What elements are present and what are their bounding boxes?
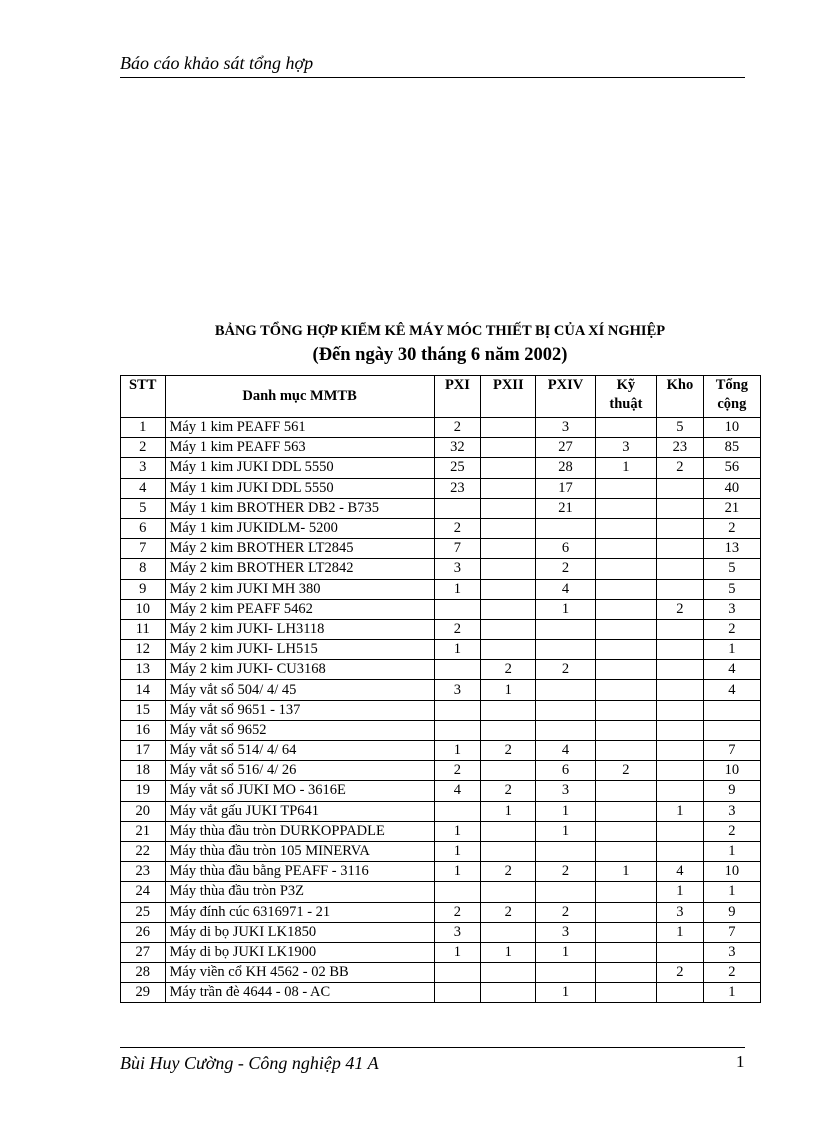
cell-tong-cong: 1 (703, 640, 760, 660)
cell-ky-thuat (595, 559, 656, 579)
cell-tong-cong: 5 (703, 579, 760, 599)
cell-ky-thuat (595, 720, 656, 740)
table-row (121, 579, 761, 599)
header-ky-thuat-line2: thuật (609, 396, 643, 412)
header-name-text: Danh mục MMTB (242, 388, 357, 404)
cell-kho (657, 498, 704, 518)
cell-px4: 1 (536, 983, 595, 1003)
cell-ky-thuat (595, 841, 656, 861)
table-title: BẢNG TỔNG HỢP KIỂM KÊ MÁY MÓC THIẾT BỊ CỦA XÍ NGHIỆP (214, 323, 666, 339)
cell-tong-cong: 1 (703, 882, 760, 902)
cell-px2 (481, 518, 536, 538)
table-row (121, 559, 761, 579)
cell-ky-thuat (595, 983, 656, 1003)
table-row (121, 781, 761, 801)
header-name (165, 376, 434, 418)
cell-ky-thuat (595, 498, 656, 518)
cell-ky-thuat (595, 741, 656, 761)
cell-px1 (434, 983, 481, 1003)
cell-ky-thuat (595, 418, 656, 438)
cell-tong-cong: 4 (703, 680, 760, 700)
cell-name: Máy vắt sổ 514/ 4/ 64 (165, 741, 434, 761)
header-kho: Kho (657, 376, 704, 418)
cell-kho (657, 619, 704, 639)
cell-stt: 29 (121, 983, 166, 1003)
cell-px4 (536, 700, 595, 720)
cell-px1: 2 (434, 418, 481, 438)
cell-px2 (481, 922, 536, 942)
cell-px1 (434, 963, 481, 983)
cell-stt: 13 (121, 660, 166, 680)
cell-px2 (481, 841, 536, 861)
cell-name: Máy vắt gấu JUKI TP641 (165, 801, 434, 821)
cell-kho (657, 781, 704, 801)
cell-px1: 3 (434, 922, 481, 942)
cell-name: Máy thùa đầu tròn 105 MINERVA (165, 841, 434, 861)
cell-tong-cong: 10 (703, 761, 760, 781)
cell-px2 (481, 700, 536, 720)
cell-px1: 25 (434, 458, 481, 478)
cell-name: Máy 1 kim JUKI DDL 5550 (165, 458, 434, 478)
cell-px2 (481, 438, 536, 458)
cell-px2 (481, 579, 536, 599)
cell-px1: 1 (434, 741, 481, 761)
cell-tong-cong: 40 (703, 478, 760, 498)
cell-kho: 2 (657, 458, 704, 478)
cell-name: Máy vắt sổ JUKI MO - 3616E (165, 781, 434, 801)
equipment-inventory-table (120, 375, 761, 1003)
cell-px4: 3 (536, 781, 595, 801)
cell-px1: 4 (434, 781, 481, 801)
cell-px2 (481, 761, 536, 781)
header-px2: PXII (481, 376, 536, 418)
cell-px2 (481, 619, 536, 639)
cell-stt: 2 (121, 438, 166, 458)
cell-stt: 7 (121, 539, 166, 559)
table-row (121, 942, 761, 962)
cell-kho: 2 (657, 963, 704, 983)
table-row (121, 498, 761, 518)
table-row (121, 761, 761, 781)
cell-ky-thuat (595, 700, 656, 720)
cell-px1: 2 (434, 619, 481, 639)
cell-stt: 17 (121, 741, 166, 761)
cell-px4: 1 (536, 821, 595, 841)
header-px1: PXI (434, 376, 481, 418)
cell-name: Máy di bọ JUKI LK1850 (165, 922, 434, 942)
cell-ky-thuat (595, 942, 656, 962)
cell-tong-cong: 9 (703, 781, 760, 801)
cell-px4: 4 (536, 579, 595, 599)
cell-kho (657, 821, 704, 841)
cell-stt: 26 (121, 922, 166, 942)
cell-kho: 2 (657, 599, 704, 619)
cell-px2 (481, 983, 536, 1003)
cell-px1: 3 (434, 559, 481, 579)
cell-name: Máy 2 kim JUKI- LH515 (165, 640, 434, 660)
cell-kho (657, 539, 704, 559)
header-tong-cong (703, 376, 760, 418)
cell-ky-thuat (595, 801, 656, 821)
table-row (121, 821, 761, 841)
cell-tong-cong (703, 720, 760, 740)
cell-px4: 28 (536, 458, 595, 478)
table-body (121, 418, 761, 1003)
cell-stt: 1 (121, 418, 166, 438)
cell-px1: 1 (434, 821, 481, 841)
cell-stt: 19 (121, 781, 166, 801)
cell-stt: 9 (121, 579, 166, 599)
cell-px4: 27 (536, 438, 595, 458)
cell-kho: 23 (657, 438, 704, 458)
cell-kho (657, 841, 704, 861)
cell-ky-thuat (595, 963, 656, 983)
cell-kho (657, 983, 704, 1003)
cell-name: Máy thùa đầu bằng PEAFF - 3116 (165, 862, 434, 882)
table-row (121, 801, 761, 821)
cell-px4: 4 (536, 741, 595, 761)
cell-tong-cong: 2 (703, 619, 760, 639)
table-row (121, 862, 761, 882)
cell-px2: 1 (481, 680, 536, 700)
cell-px2 (481, 720, 536, 740)
cell-name: Máy viền cổ KH 4562 - 02 BB (165, 963, 434, 983)
cell-stt: 28 (121, 963, 166, 983)
cell-px1: 1 (434, 862, 481, 882)
cell-kho (657, 579, 704, 599)
header-ky-thuat (595, 376, 656, 418)
cell-stt: 20 (121, 801, 166, 821)
cell-px4: 6 (536, 761, 595, 781)
cell-px1 (434, 801, 481, 821)
cell-name: Máy vắt sổ 9651 - 137 (165, 700, 434, 720)
cell-px2 (481, 418, 536, 438)
cell-tong-cong: 1 (703, 983, 760, 1003)
cell-ky-thuat (595, 539, 656, 559)
cell-tong-cong: 2 (703, 821, 760, 841)
cell-px2 (481, 963, 536, 983)
table-row (121, 418, 761, 438)
cell-name: Máy 2 kim PEAFF 5462 (165, 599, 434, 619)
cell-name: Máy 2 kim JUKI MH 380 (165, 579, 434, 599)
cell-tong-cong: 13 (703, 539, 760, 559)
page-header: Báo cáo khảo sát tổng hợp (120, 52, 745, 78)
cell-px4 (536, 640, 595, 660)
cell-stt: 11 (121, 619, 166, 639)
cell-px4 (536, 518, 595, 538)
cell-name: Máy trần đè 4644 - 08 - AC (165, 983, 434, 1003)
cell-px1 (434, 720, 481, 740)
cell-kho: 1 (657, 801, 704, 821)
cell-kho (657, 660, 704, 680)
cell-px4 (536, 720, 595, 740)
cell-px4: 1 (536, 801, 595, 821)
table-row (121, 438, 761, 458)
cell-name: Máy 1 kim PEAFF 561 (165, 418, 434, 438)
cell-ky-thuat: 1 (595, 458, 656, 478)
header-px4: PXIV (536, 376, 595, 418)
cell-px4: 2 (536, 862, 595, 882)
cell-px2: 1 (481, 801, 536, 821)
cell-tong-cong: 5 (703, 559, 760, 579)
cell-tong-cong (703, 700, 760, 720)
table-row (121, 458, 761, 478)
cell-stt: 8 (121, 559, 166, 579)
cell-kho: 1 (657, 882, 704, 902)
cell-px4 (536, 680, 595, 700)
cell-stt: 27 (121, 942, 166, 962)
table-row (121, 518, 761, 538)
cell-tong-cong: 2 (703, 963, 760, 983)
cell-px2 (481, 498, 536, 518)
cell-px2 (481, 559, 536, 579)
cell-px4: 2 (536, 902, 595, 922)
cell-px1: 23 (434, 478, 481, 498)
cell-px2: 2 (481, 781, 536, 801)
table-header-row (121, 376, 761, 418)
page-footer: Bùi Huy Cường - Công nghiệp 41 A (120, 1047, 745, 1074)
cell-ky-thuat (595, 660, 656, 680)
cell-px4: 3 (536, 418, 595, 438)
cell-tong-cong: 7 (703, 922, 760, 942)
cell-px4: 21 (536, 498, 595, 518)
cell-px2 (481, 882, 536, 902)
page-number: 1 (736, 1052, 745, 1071)
cell-px2: 2 (481, 862, 536, 882)
header-tong-cong-line2: cộng (717, 396, 747, 412)
header-ky-thuat-line1: Kỹ (616, 377, 636, 393)
cell-tong-cong: 1 (703, 841, 760, 861)
cell-px4: 3 (536, 922, 595, 942)
cell-px2 (481, 640, 536, 660)
table-row (121, 922, 761, 942)
cell-kho (657, 761, 704, 781)
cell-px1 (434, 660, 481, 680)
cell-px1: 3 (434, 680, 481, 700)
cell-name: Máy vắt sổ 9652 (165, 720, 434, 740)
cell-stt: 10 (121, 599, 166, 619)
cell-tong-cong: 7 (703, 741, 760, 761)
cell-name: Máy đính cúc 6316971 - 21 (165, 902, 434, 922)
cell-px1 (434, 599, 481, 619)
cell-kho: 4 (657, 862, 704, 882)
cell-tong-cong: 56 (703, 458, 760, 478)
table-row (121, 539, 761, 559)
table-row (121, 983, 761, 1003)
cell-stt: 14 (121, 680, 166, 700)
cell-ky-thuat (595, 781, 656, 801)
cell-stt: 3 (121, 458, 166, 478)
cell-ky-thuat (595, 680, 656, 700)
cell-kho (657, 640, 704, 660)
table-row (121, 741, 761, 761)
cell-px1: 1 (434, 579, 481, 599)
cell-px2: 2 (481, 660, 536, 680)
cell-px4: 2 (536, 559, 595, 579)
cell-name: Máy 1 kim PEAFF 563 (165, 438, 434, 458)
cell-kho (657, 700, 704, 720)
cell-px1: 2 (434, 761, 481, 781)
cell-name: Máy 2 kim BROTHER LT2845 (165, 539, 434, 559)
cell-px4: 17 (536, 478, 595, 498)
cell-stt: 23 (121, 862, 166, 882)
cell-px4: 1 (536, 599, 595, 619)
cell-stt: 15 (121, 700, 166, 720)
cell-stt: 5 (121, 498, 166, 518)
cell-stt: 18 (121, 761, 166, 781)
cell-tong-cong: 9 (703, 902, 760, 922)
cell-px1 (434, 700, 481, 720)
cell-ky-thuat (595, 821, 656, 841)
cell-px1: 2 (434, 518, 481, 538)
cell-px4 (536, 619, 595, 639)
cell-kho (657, 720, 704, 740)
cell-stt: 22 (121, 841, 166, 861)
cell-name: Máy thùa đầu tròn P3Z (165, 882, 434, 902)
cell-name: Máy 2 kim BROTHER LT2842 (165, 559, 434, 579)
cell-kho (657, 559, 704, 579)
cell-ky-thuat (595, 599, 656, 619)
table-row (121, 660, 761, 680)
table-row (121, 882, 761, 902)
table-row (121, 841, 761, 861)
cell-kho: 1 (657, 922, 704, 942)
table-row (121, 720, 761, 740)
cell-name: Máy 2 kim JUKI- CU3168 (165, 660, 434, 680)
cell-px1: 2 (434, 902, 481, 922)
cell-ky-thuat (595, 518, 656, 538)
cell-stt: 4 (121, 478, 166, 498)
cell-ky-thuat: 3 (595, 438, 656, 458)
cell-tong-cong: 21 (703, 498, 760, 518)
cell-px4 (536, 963, 595, 983)
cell-ky-thuat (595, 579, 656, 599)
cell-ky-thuat: 2 (595, 761, 656, 781)
cell-px4: 2 (536, 660, 595, 680)
cell-name: Máy 1 kim JUKIDLM- 5200 (165, 518, 434, 538)
cell-tong-cong: 3 (703, 942, 760, 962)
cell-px1 (434, 882, 481, 902)
cell-tong-cong: 10 (703, 418, 760, 438)
table-subtitle: (Đến ngày 30 tháng 6 năm 2002) (312, 345, 568, 365)
cell-ky-thuat (595, 619, 656, 639)
cell-tong-cong: 4 (703, 660, 760, 680)
cell-kho (657, 741, 704, 761)
cell-px1: 1 (434, 942, 481, 962)
cell-name: Máy vắt sổ 504/ 4/ 45 (165, 680, 434, 700)
cell-tong-cong: 3 (703, 599, 760, 619)
cell-px1: 32 (434, 438, 481, 458)
cell-ky-thuat (595, 882, 656, 902)
cell-ky-thuat (595, 922, 656, 942)
table-row (121, 640, 761, 660)
cell-name: Máy di bọ JUKI LK1900 (165, 942, 434, 962)
cell-kho (657, 680, 704, 700)
table-row (121, 599, 761, 619)
cell-name: Máy 1 kim BROTHER DB2 - B735 (165, 498, 434, 518)
cell-tong-cong: 10 (703, 862, 760, 882)
cell-name: Máy thùa đầu tròn DURKOPPADLE (165, 821, 434, 841)
cell-px1: 1 (434, 841, 481, 861)
cell-px2 (481, 478, 536, 498)
cell-ky-thuat (595, 640, 656, 660)
cell-name: Máy 1 kim JUKI DDL 5550 (165, 478, 434, 498)
header-stt: STT (121, 376, 166, 418)
cell-px1: 7 (434, 539, 481, 559)
cell-stt: 12 (121, 640, 166, 660)
cell-ky-thuat (595, 478, 656, 498)
cell-name: Máy 2 kim JUKI- LH3118 (165, 619, 434, 639)
cell-name: Máy vắt sổ 516/ 4/ 26 (165, 761, 434, 781)
cell-stt: 21 (121, 821, 166, 841)
cell-tong-cong: 85 (703, 438, 760, 458)
table-row (121, 478, 761, 498)
cell-tong-cong: 3 (703, 801, 760, 821)
cell-kho (657, 518, 704, 538)
cell-px1: 1 (434, 640, 481, 660)
cell-kho (657, 942, 704, 962)
header-tong-cong-line1: Tổng (715, 377, 748, 393)
cell-kho: 3 (657, 902, 704, 922)
cell-px2: 2 (481, 902, 536, 922)
cell-stt: 24 (121, 882, 166, 902)
cell-px2 (481, 458, 536, 478)
cell-px2 (481, 599, 536, 619)
cell-ky-thuat (595, 902, 656, 922)
table-row (121, 680, 761, 700)
table-row (121, 619, 761, 639)
table-row (121, 902, 761, 922)
cell-kho (657, 478, 704, 498)
cell-px2: 2 (481, 741, 536, 761)
cell-px4: 6 (536, 539, 595, 559)
table-row (121, 700, 761, 720)
cell-tong-cong: 2 (703, 518, 760, 538)
cell-px4 (536, 882, 595, 902)
cell-px4: 1 (536, 942, 595, 962)
cell-px1 (434, 498, 481, 518)
cell-px2: 1 (481, 942, 536, 962)
cell-stt: 6 (121, 518, 166, 538)
cell-kho: 5 (657, 418, 704, 438)
cell-px2 (481, 821, 536, 841)
cell-ky-thuat: 1 (595, 862, 656, 882)
cell-stt: 25 (121, 902, 166, 922)
cell-px4 (536, 841, 595, 861)
cell-stt: 16 (121, 720, 166, 740)
cell-px2 (481, 539, 536, 559)
table-row (121, 963, 761, 983)
